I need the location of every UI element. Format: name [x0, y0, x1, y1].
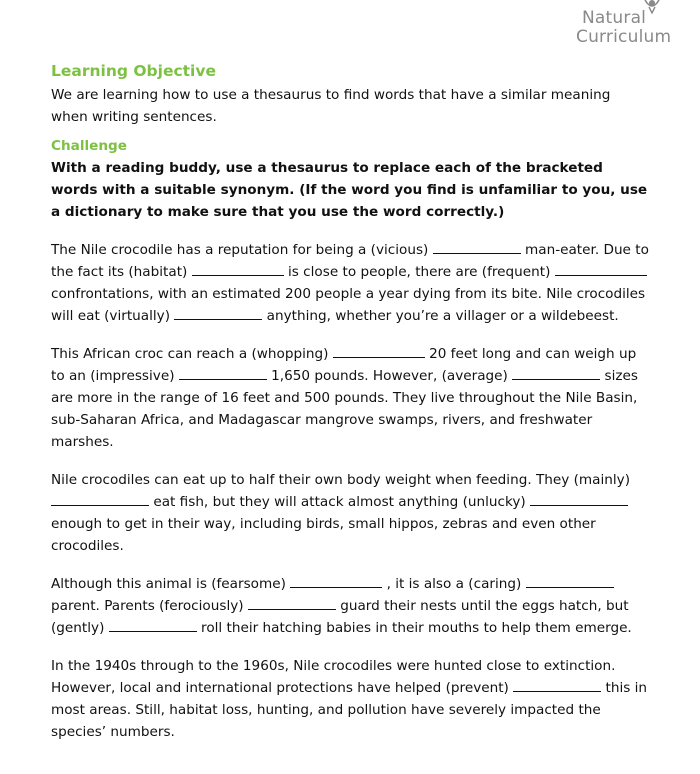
- passage-text: confrontations, with an estimated 200 people a year dying from its bite. Nile crocodiles will eat (virtually): [51, 286, 646, 324]
- passage-text: this in most areas. Still, habitat loss, hunting, and pollution have severely impacted the species’ numbers.: [51, 680, 648, 740]
- passage-text: is close to people, there are (frequent): [288, 264, 551, 280]
- passage-4: [51, 573, 651, 639]
- passage-text: This African croc can reach a (whopping): [51, 346, 329, 362]
- answer-blank[interactable]: [174, 309, 262, 320]
- learning-objective-heading: Learning Objective: [51, 62, 216, 80]
- answer-blank[interactable]: [526, 577, 614, 588]
- answer-blank[interactable]: [530, 495, 628, 506]
- challenge-text: With a reading buddy, use a thesaurus to replace each of the bracketed words with a suitable synonym. (If the word you find is unfamiliar to you, use a dictionary to make sure that you use the word correctly.): [51, 160, 648, 220]
- passage-text: Although this animal is (fearsome): [51, 576, 286, 592]
- answer-blank[interactable]: [290, 577, 382, 588]
- passage-text: parent. Parents (ferociously): [51, 598, 244, 614]
- passage-text: 1,650 pounds. However, (average): [271, 368, 508, 384]
- answer-blank[interactable]: [333, 347, 425, 358]
- answer-blank[interactable]: [512, 369, 600, 380]
- challenge-heading: Challenge: [51, 138, 127, 154]
- answer-blank[interactable]: [51, 495, 149, 506]
- passage-3: [51, 469, 651, 557]
- passage-5: [51, 655, 651, 743]
- passage-1: [51, 239, 651, 327]
- learning-objective-text: We are learning how to use a thesaurus to find words that have a similar meaning when writing sentences.: [51, 87, 611, 125]
- answer-blank[interactable]: [555, 265, 647, 276]
- answer-blank[interactable]: [513, 681, 601, 692]
- passage-text: In the 1940s through to the 1960s, Nile crocodiles were hunted close to extinction. However, local and international protections have helped (prevent): [51, 658, 616, 696]
- passage-text: eat fish, but they will attack almost anything (unlucky): [153, 494, 526, 510]
- passage-text: anything, whether you’re a villager or a wildebeest.: [266, 308, 619, 324]
- answer-blank[interactable]: [248, 599, 336, 610]
- passage-text: roll their hatching babies in their mouths to help them emerge.: [201, 620, 632, 636]
- passage-text: The Nile crocodile has a reputation for being a (vicious): [51, 242, 429, 258]
- answer-blank[interactable]: [192, 265, 284, 276]
- worksheet-content: [51, 60, 651, 743]
- passage-text: sizes are more in the range of 16 feet and 500 pounds. They live throughout the Nile Basin, sub-Saharan Africa, and Madagascar mangrove swamps, rivers, and freshwater marshes.: [51, 368, 638, 450]
- logo-text-curriculum: Curriculum: [576, 27, 672, 47]
- passage-2: [51, 343, 651, 453]
- answer-blank[interactable]: [109, 621, 197, 632]
- answer-blank[interactable]: [179, 369, 267, 380]
- natural-curriculum-logo: [574, 0, 692, 52]
- passage-text: Nile crocodiles can eat up to half their own body weight when feeding. They (mainly): [51, 472, 631, 488]
- passage-text: guard their nests until the eggs hatch, but (gently): [51, 598, 629, 636]
- logo-text-natural: Natural: [582, 8, 647, 28]
- passage-text: enough to get in their way, including birds, small hippos, zebras and even other crocodiles.: [51, 516, 596, 554]
- passage-text: , it is also a (caring): [386, 576, 522, 592]
- answer-blank[interactable]: [433, 243, 521, 254]
- passage-text: man-eater. Due to the fact its (habitat): [51, 242, 649, 280]
- passage-text: 20 feet long and can weigh up to an (impressive): [51, 346, 637, 384]
